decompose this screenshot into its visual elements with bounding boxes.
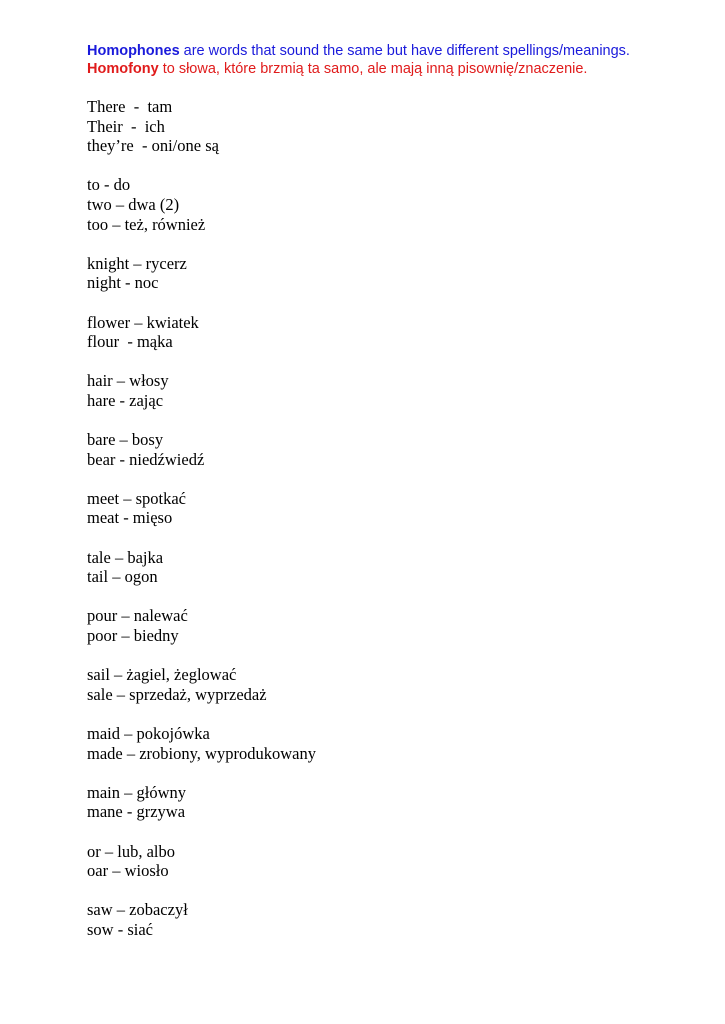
word-pair-line: made – zrobiony, wyprodukowany — [87, 743, 316, 763]
word-pair-line: or – lub, albo — [87, 841, 175, 861]
intro-english-text: are words that sound the same but have different spellings/meanings. — [179, 43, 630, 59]
intro-english — [87, 42, 687, 60]
word-pair-line: to - do — [87, 175, 131, 195]
word-group — [87, 783, 687, 822]
word-pair-line: pour – nalewać — [87, 606, 188, 626]
word-pair-line: two – dwa (2) — [87, 194, 180, 214]
word-pair-line: flour - mąka — [87, 332, 173, 352]
word-pair-line: main – główny — [87, 782, 186, 802]
word-group — [87, 724, 687, 763]
word-pair-line: knight – rycerz — [87, 253, 187, 273]
word-pair-line: sail – żagiel, żeglować — [87, 665, 237, 685]
word-pair-line: flower – kwiatek — [87, 312, 199, 332]
word-pair-line: mane - grzywa — [87, 802, 186, 822]
word-pair-line: meat - mięso — [87, 508, 173, 528]
word-pair-line: hair – włosy — [87, 371, 169, 391]
document-page — [87, 42, 687, 959]
intro — [87, 42, 687, 78]
word-group — [87, 254, 687, 293]
word-group — [87, 313, 687, 352]
intro-polish — [87, 60, 687, 78]
word-pair-line: There - tam — [87, 97, 173, 116]
word-pair-line: maid – pokojówka — [87, 724, 210, 743]
word-pair-line: night - noc — [87, 273, 159, 293]
word-groups — [87, 97, 687, 940]
word-group — [87, 371, 687, 410]
intro-polish-term: Homofony — [87, 61, 159, 77]
word-group — [87, 900, 687, 939]
word-group — [87, 430, 687, 469]
word-pair-line: they’re - oni/one są — [87, 136, 219, 156]
intro-polish-text: to słowa, które brzmią ta samo, ale mają inną pisownię/znaczenie. — [158, 61, 588, 77]
word-group — [87, 606, 687, 645]
word-pair-line: meet – spotkać — [87, 488, 186, 508]
word-group — [87, 97, 687, 156]
word-pair-line: poor – biedny — [87, 626, 179, 646]
word-group — [87, 665, 687, 704]
word-group — [87, 548, 687, 587]
word-pair-line: tale – bajka — [87, 547, 164, 567]
word-group — [87, 175, 687, 234]
word-pair-line: bare – bosy — [87, 430, 164, 450]
word-pair-line: Their - ich — [87, 116, 165, 136]
word-group — [87, 489, 687, 528]
word-pair-line: hare - zając — [87, 390, 164, 410]
word-pair-line: tail – ogon — [87, 567, 158, 587]
word-pair-line: sale – sprzedaż, wyprzedaż — [87, 684, 267, 704]
word-pair-line: sow - siać — [87, 919, 153, 939]
intro-english-term: Homophones — [87, 43, 180, 59]
word-pair-line: too – też, również — [87, 214, 206, 234]
word-pair-line: oar – wiosło — [87, 861, 169, 881]
word-pair-line: bear - niedźwiedź — [87, 449, 205, 469]
word-group — [87, 842, 687, 881]
word-pair-line: saw – zobaczył — [87, 900, 188, 920]
